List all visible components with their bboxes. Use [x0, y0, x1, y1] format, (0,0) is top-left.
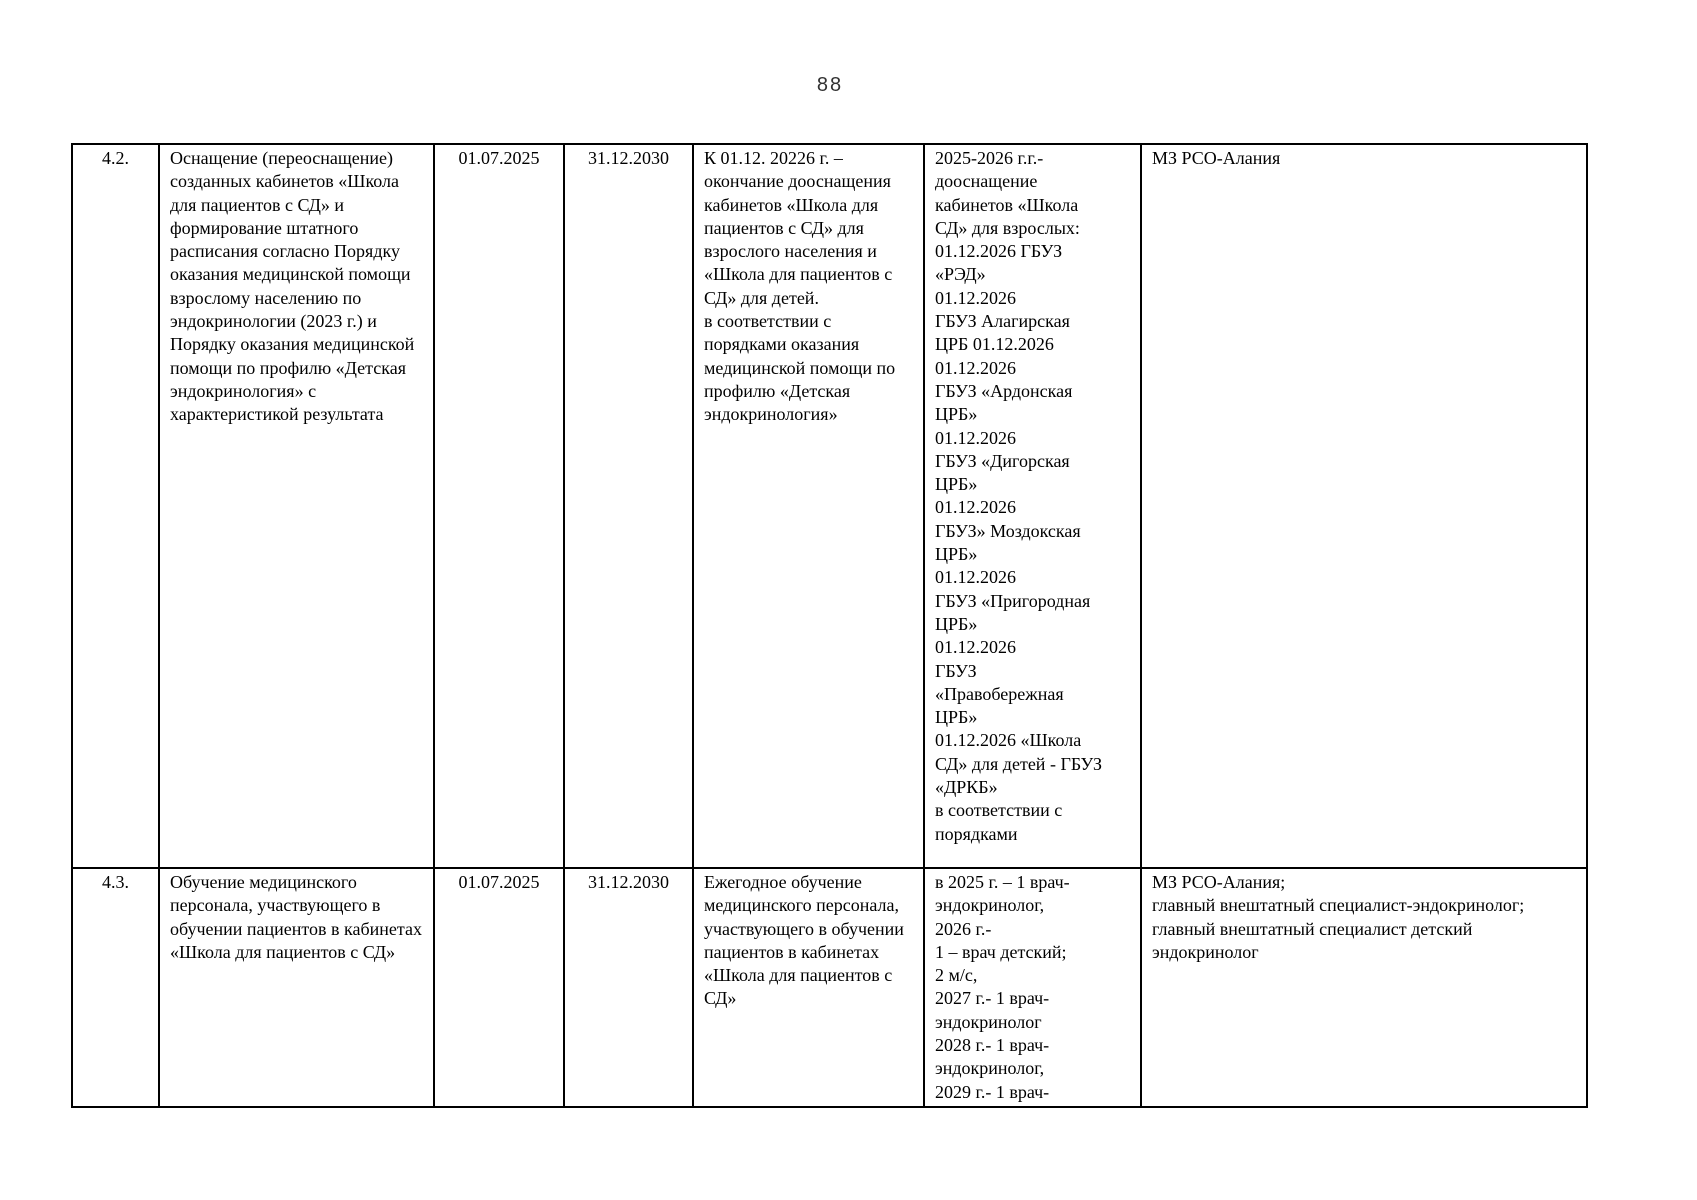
row-number: 4.3. [72, 868, 159, 1107]
table-row [72, 144, 1587, 868]
result-cell: Ежегодное обучение медицинского персонала, участвующего в обучении пациентов в кабинетах «Школа для пациентов с СД» [693, 868, 924, 1107]
start-date-cell: 01.07.2025 [434, 868, 564, 1107]
schedule-cell: в 2025 г. – 1 врач- эндокринолог, 2026 г.- 1 – врач детский; 2 м/с, 2027 г.- 1 врач- эндокринолог 2028 г.- 1 врач- эндокринолог, 2029 г.- 1 врач- [924, 868, 1141, 1107]
end-date-cell: 31.12.2030 [564, 144, 693, 868]
responsible-cell: МЗ РСО-Алания; главный внештатный специалист-эндокринолог; главный внештатный специалист детский эндокринолог [1141, 868, 1587, 1107]
activity-plan-table [71, 143, 1588, 1108]
activity-cell: Обучение медицинского персонала, участвующего в обучении пациентов в кабинетах «Школа для пациентов с СД» [159, 868, 434, 1107]
activity-cell: Оснащение (переоснащение) созданных кабинетов «Школа для пациентов с СД» и формирование штатного расписания согласно Порядку оказания медицинской помощи взрослому населению по эндокринологии (2023 г.) и Порядку оказания медицинской помощи по профилю «Детская эндокринология» с характеристикой результата [159, 144, 434, 868]
result-cell: К 01.12. 20226 г. – окончание дооснащения кабинетов «Школа для пациентов с СД» для взрослого населения и «Школа для пациентов с СД» для детей. в соответствии с порядками оказания медицинской помощи по профилю «Детская эндокринология» [693, 144, 924, 868]
table-row [72, 868, 1587, 1107]
row-number: 4.2. [72, 144, 159, 868]
responsible-cell: МЗ РСО-Алания [1141, 144, 1587, 868]
page-number: 88 [816, 74, 844, 96]
end-date-cell: 31.12.2030 [564, 868, 693, 1107]
schedule-cell: 2025-2026 г.г.- дооснащение кабинетов «Школа СД» для взрослых: 01.12.2026 ГБУЗ «РЭД» 01.12.2026 ГБУЗ Алагирская ЦРБ 01.12.2026 01.12.2026 ГБУЗ «Ардонская ЦРБ» 01.12.2026 ГБУЗ «Дигорская ЦРБ» 01.12.2026 ГБУЗ» Моздокская ЦРБ» 01.12.2026 ГБУЗ «Пригородная ЦРБ» 01.12.2026 ГБУЗ «Правобережная ЦРБ» 01.12.2026 «Школа СД» для детей - ГБУЗ «ДРКБ» в соответствии с порядками [924, 144, 1141, 868]
start-date-cell: 01.07.2025 [434, 144, 564, 868]
